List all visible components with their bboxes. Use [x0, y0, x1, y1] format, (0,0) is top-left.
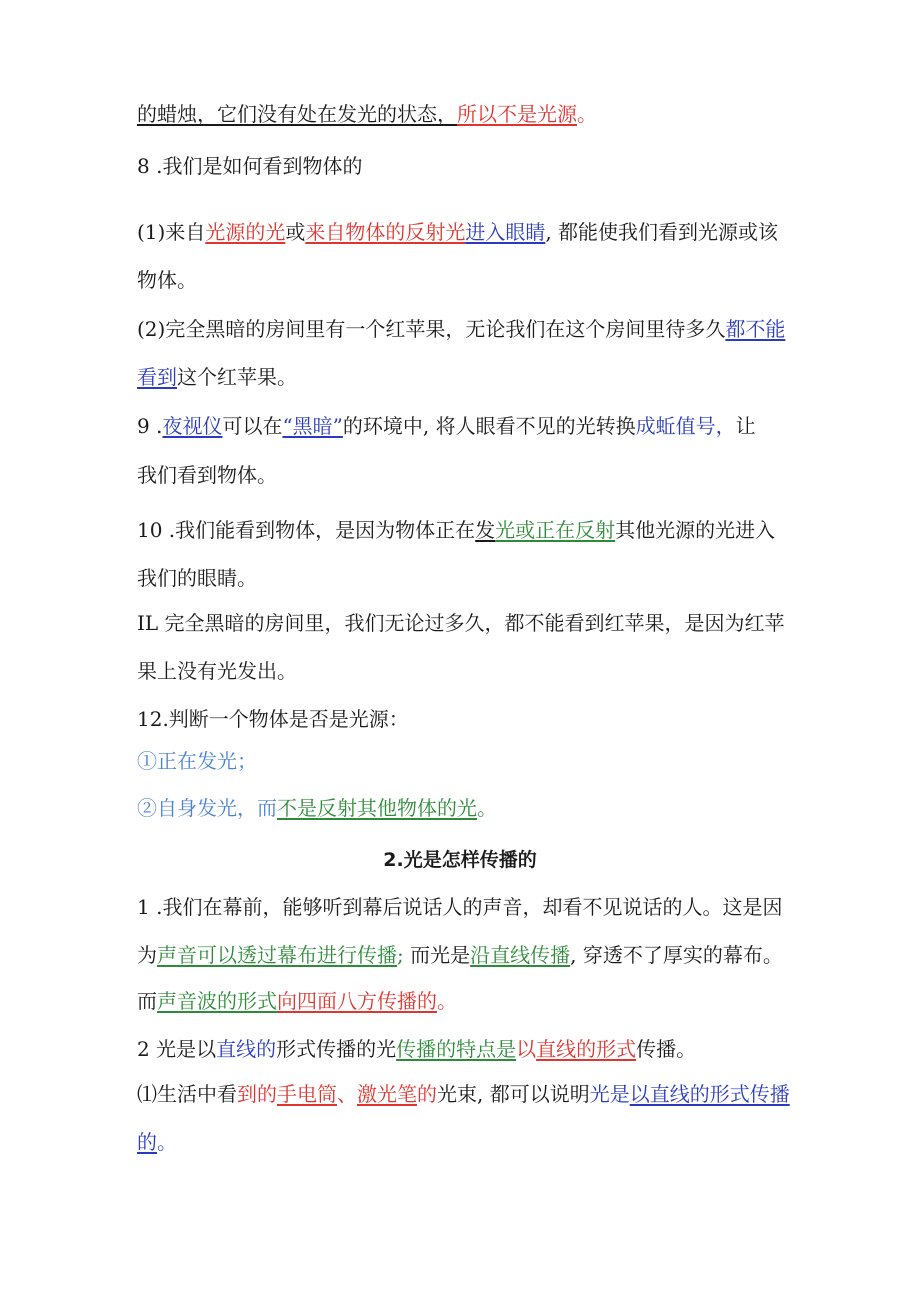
text-line: [137, 1128, 177, 1156]
text-segment: 我们的眼睛。: [137, 566, 257, 590]
text-segment: 声音可以透过幕布进行传播: [157, 943, 397, 967]
text-segment: 这个红苹果。: [177, 365, 297, 389]
text-line: [137, 794, 497, 822]
text-segment: 而光是: [403, 943, 471, 967]
text-segment: 到的: [237, 1082, 277, 1106]
text-segment: 的环境中, 将人眼看不见的光转换: [342, 414, 636, 438]
text-segment: 光源的光: [205, 220, 286, 244]
text-segment: 发: [475, 518, 496, 542]
text-segment: 激光笔: [357, 1082, 417, 1106]
text-segment: 所以不是光源: [457, 102, 577, 126]
text-segment: 看到: [137, 365, 177, 389]
text-line: [137, 412, 756, 440]
text-segment: 光或正在反射: [495, 518, 616, 542]
text-segment: ②自身发光，而: [137, 796, 277, 820]
text-segment: 8 .我们是如何看到物体的: [137, 154, 363, 178]
text-line: [137, 941, 783, 969]
text-segment: 沿直线传播: [470, 943, 571, 967]
text-segment: (1)来自: [137, 220, 206, 244]
text-segment: 来自物体的反射光: [305, 220, 466, 244]
text-segment: 手电筒: [277, 1082, 337, 1106]
text-segment: 可以在: [222, 414, 283, 438]
text-line: [137, 363, 297, 391]
text-segment: 传播的特点是: [396, 1037, 517, 1061]
text-segment: , 穿透不了厚实的幕布。: [570, 943, 783, 967]
text-segment: ①正在发光；: [137, 749, 257, 773]
text-line: [137, 657, 297, 685]
text-line: [137, 893, 782, 921]
text-segment: 12.判断一个物体是否是光源：: [137, 707, 409, 731]
text-segment: 光束, 都可以说明: [437, 1082, 590, 1106]
text-segment: 声音波的形式: [157, 989, 277, 1013]
text-segment: 。: [437, 989, 457, 1013]
text-line: [137, 564, 257, 592]
text-segment: 让: [735, 414, 756, 438]
text-segment: 的蜡烛，它们没有处在发光的状态，: [137, 102, 457, 126]
text-segment: 物体。: [137, 268, 197, 292]
text-line: [137, 609, 785, 637]
text-segment: 形式传播的光: [276, 1037, 397, 1061]
text-segment: (2)完全黑暗的房间里有一个红苹果，无论我们在这个房间里待多久: [137, 317, 726, 341]
text-line: [137, 152, 362, 180]
text-segment: 向四面八方传播的: [277, 989, 437, 1013]
text-segment: 我们看到物体。: [137, 463, 277, 487]
text-segment: 其他光源的光进入: [615, 518, 776, 542]
text-segment: ;: [397, 943, 404, 967]
text-segment: 1 .我们在幕前，能够听到幕后说话人的声音，却看不见说话的人。这是因: [137, 895, 783, 919]
text-segment: 进入眼睛: [465, 220, 546, 244]
text-segment: 都不能: [725, 317, 786, 341]
text-segment: IL 完全黑暗的房间里，我们无论过多久，都不能看到红苹果，是因为红苹: [137, 611, 785, 635]
text-segment: 。: [577, 102, 597, 126]
text-line: [137, 1080, 790, 1108]
text-segment: ⑴生活中看: [137, 1082, 237, 1106]
text-segment: 光是: [589, 1082, 630, 1106]
text-segment: 果上没有光发出。: [137, 659, 297, 683]
text-line: [137, 747, 257, 775]
text-line: [137, 266, 197, 294]
text-segment: 直线的: [216, 1037, 277, 1061]
text-segment: 以: [516, 1037, 537, 1061]
text-segment: 夜视仪: [162, 414, 223, 438]
text-segment: 而: [137, 989, 157, 1013]
text-line: [137, 987, 457, 1015]
text-segment: , 都能使我们看到光源或该: [545, 220, 779, 244]
text-line: [137, 705, 409, 733]
text-segment: 为: [137, 943, 157, 967]
text-line: [137, 100, 597, 128]
text-line: [137, 461, 277, 489]
text-line: [137, 218, 778, 246]
text-segment: 、: [337, 1082, 357, 1106]
text-segment: 。: [157, 1130, 177, 1154]
text-segment: 2 光是以: [137, 1037, 217, 1061]
text-segment: 直线的形式: [536, 1037, 637, 1061]
text-line: [137, 1035, 696, 1063]
text-segment: 以直线的形式传播: [629, 1082, 790, 1106]
text-segment: 或: [285, 220, 306, 244]
text-segment: 不是反射其他物体的光: [277, 796, 477, 820]
text-segment: 的: [417, 1082, 437, 1106]
text-line: [137, 516, 775, 544]
text-segment: 传播。: [636, 1037, 697, 1061]
text-line: [137, 315, 785, 343]
section-heading: 2.光是怎样传播的: [383, 849, 537, 871]
text-segment: 9 .: [137, 414, 163, 438]
text-segment: 的: [137, 1130, 157, 1154]
text-segment: 成蚯值号，: [635, 414, 736, 438]
text-segment: 10 .我们能看到物体，是因为物体正在: [137, 518, 476, 542]
text-segment: “黑暗”: [282, 414, 343, 438]
text-segment: 。: [477, 796, 497, 820]
